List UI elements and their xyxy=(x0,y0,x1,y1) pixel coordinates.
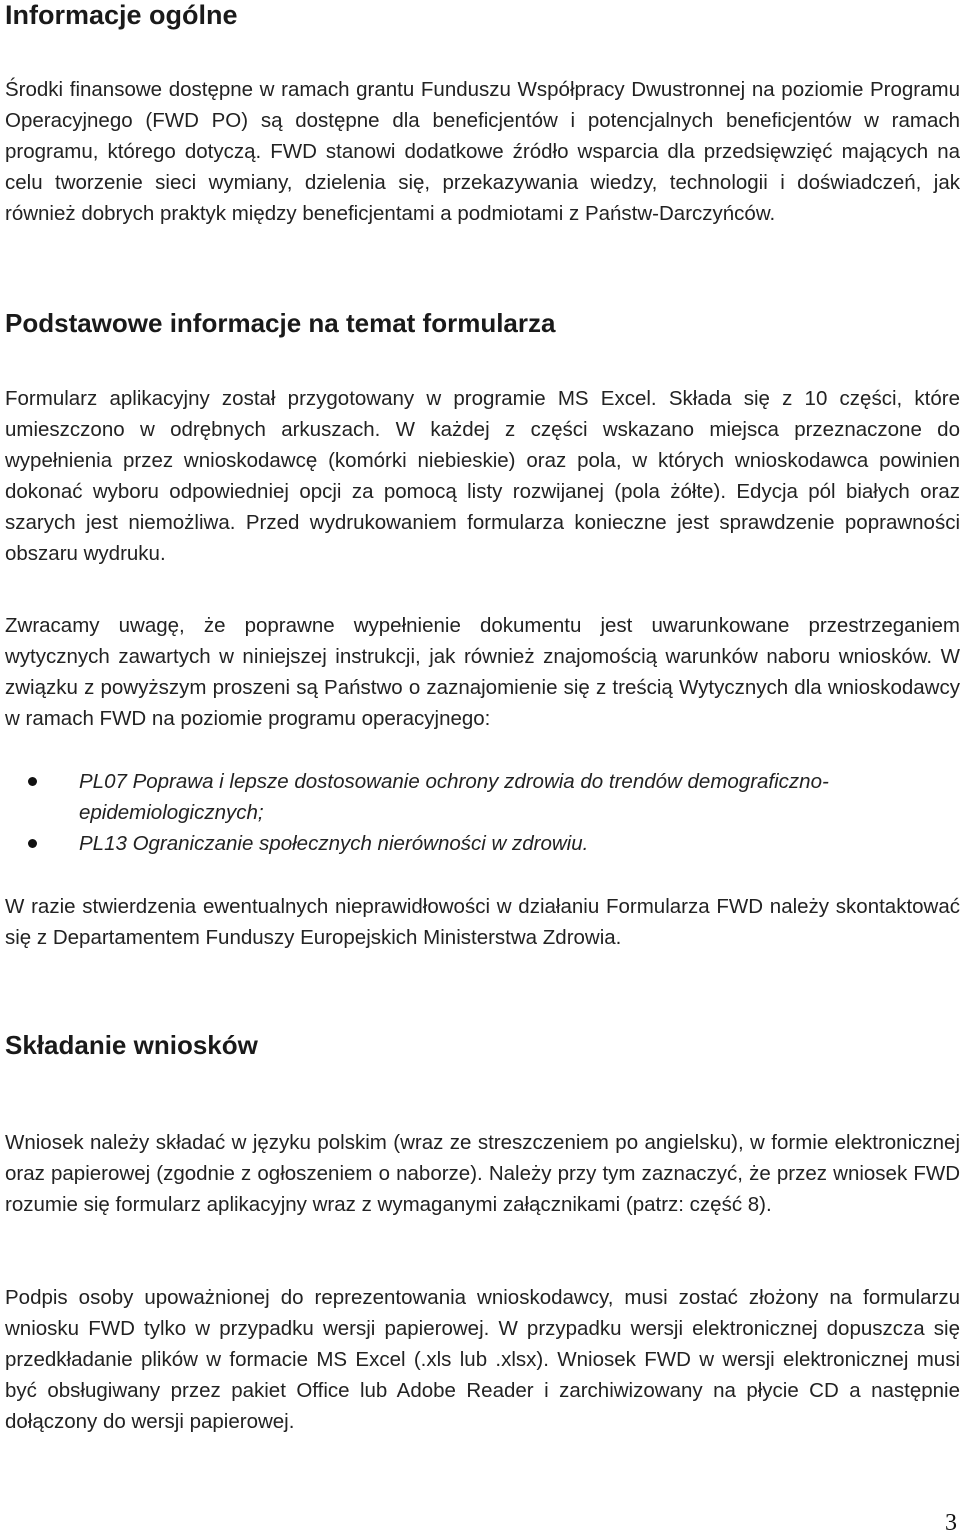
bullet-icon xyxy=(28,777,37,786)
submission-paragraph-2: Podpis osoby upoważnionej do reprezentowania wnioskodawcy, musi zostać złożony na formularzu wniosku FWD tylko w przypadku wersji papierowej. W przypadku wersji elektronicznej dopuszcza się przedkładanie plików w formacie MS Excel (.xls lub .xlsx). Wniosek FWD w wersji elektronicznej musi być obsługiwany przez pakiet Office lub Adobe Reader i zarchiwizowany na płycie CD a następnie dołączony do wersji papierowej. xyxy=(5,1286,960,1433)
guidelines-list xyxy=(5,766,960,859)
list-item-text: PL13 Ograniczanie społecznych nierówności w zdrowiu. xyxy=(79,832,589,855)
form-info-paragraph-3: W razie stwierdzenia ewentualnych nieprawidłowości w działaniu Formularza FWD należy skontaktować się z Departamentem Funduszy Europejskich Ministerstwa Zdrowia. xyxy=(5,895,960,949)
page-number: 3 xyxy=(945,1510,957,1536)
form-info-paragraph-2: Zwracamy uwagę, że poprawne wypełnienie dokumentu jest uwarunkowane przestrzeganiem wytycznych zawartych w niniejszej instrukcji, jak również znajomością warunków naboru wniosków. W związku z powyższym proszeni są Państwo o zaznajomienie się z treścią Wytycznych dla wnioskodawcy w ramach FWD na poziomie programu operacyjnego: xyxy=(5,614,960,730)
list-item-text: PL07 Poprawa i lepsze dostosowanie ochrony zdrowia do trendów demograficzno-epidemiologicznych; xyxy=(79,770,829,824)
section-heading-submission: Składanie wniosków xyxy=(5,1030,258,1060)
submission-paragraph-1: Wniosek należy składać w języku polskim (wraz ze streszczeniem po angielsku), w formie elektronicznej oraz papierowej (zgodnie z ogłoszeniem o naborze). Należy przy tym zaznaczyć, że przez wniosek FWD rozumie się formularz aplikacyjny wraz z wymaganymi załącznikami (patrz: część 8). xyxy=(5,1131,960,1216)
form-info-paragraph-1: Formularz aplikacyjny został przygotowany w programie MS Excel. Składa się z 10 części, które umieszczono w odrębnych arkuszach. W każdej z części wskazano miejsca przeznaczone do wypełnienia przez wnioskodawcę (komórki niebieskie) oraz pola, w których wnioskodawca powinien dokonać wyboru odpowiedniej opcji za pomocą listy rozwijanej (pola żółte). Edycja pól białych oraz szarych jest niemożliwa. Przed wydrukowaniem formularza konieczne jest sprawdzenie poprawności obszaru wydruku. xyxy=(5,387,960,565)
general-paragraph: Środki finansowe dostępne w ramach grantu Funduszu Współpracy Dwustronnej na poziomie Programu Operacyjnego (FWD PO) są dostępne dla beneficjentów i potencjalnych beneficjentów w ramach programu, którego dotyczą. FWD stanowi dodatkowe źródło wsparcia dla przedsięwzięć mających na celu tworzenie sieci wymiany, dzielenia się, przekazywania wiedzy, technologii i doświadczeń, jak również dobrych praktyk między beneficjentami a podmiotami z Państw-Darczyńców. xyxy=(5,78,960,225)
section-heading-form-info: Podstawowe informacje na temat formularza xyxy=(5,308,556,338)
list-item xyxy=(5,828,960,859)
list-item xyxy=(5,766,960,828)
section-heading-general: Informacje ogólne xyxy=(5,0,238,30)
bullet-icon xyxy=(28,839,37,848)
